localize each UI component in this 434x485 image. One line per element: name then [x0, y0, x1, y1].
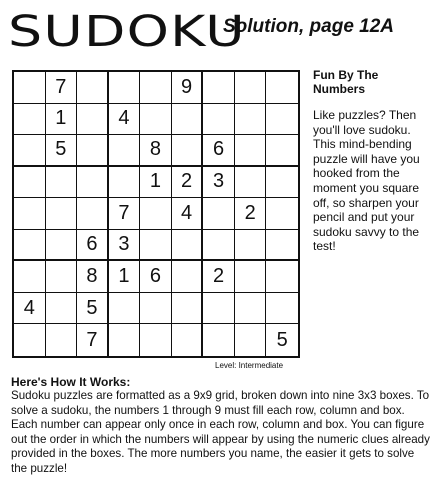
sudoku-cell-r3c3 [77, 135, 109, 167]
sudoku-cell-r2c9 [266, 104, 298, 136]
sudoku-cell-r9c8 [235, 324, 267, 356]
difficulty-level: Level: Intermediate [215, 361, 284, 370]
sudoku-cell-r6c5 [140, 230, 172, 262]
sudoku-cell-r4c4 [109, 167, 141, 199]
sudoku-cell-r2c1 [14, 104, 46, 136]
sudoku-cell-r8c6 [172, 293, 204, 325]
sudoku-cell-r7c2 [46, 261, 78, 293]
sudoku-cell-r4c6: 2 [172, 167, 204, 199]
sudoku-cell-r4c3 [77, 167, 109, 199]
sudoku-cell-r3c2: 5 [46, 135, 78, 167]
sudoku-cell-r5c8: 2 [235, 198, 267, 230]
sudoku-cell-r7c5: 6 [140, 261, 172, 293]
sudoku-cell-r1c1 [14, 72, 46, 104]
sudoku-cell-r7c7: 2 [203, 261, 235, 293]
sudoku-cell-r8c7 [203, 293, 235, 325]
sudoku-cell-r5c6: 4 [172, 198, 204, 230]
sudoku-cell-r7c4: 1 [109, 261, 141, 293]
sudoku-cell-r9c1 [14, 324, 46, 356]
sudoku-cell-r9c7 [203, 324, 235, 356]
sudoku-cell-r2c6 [172, 104, 204, 136]
sudoku-cell-r4c7: 3 [203, 167, 235, 199]
sudoku-cell-r6c3: 6 [77, 230, 109, 262]
sudoku-cell-r1c4 [109, 72, 141, 104]
sudoku-cell-r4c9 [266, 167, 298, 199]
instructions-heading: Here's How It Works: [11, 375, 131, 389]
sudoku-cell-r1c6: 9 [172, 72, 204, 104]
sudoku-cell-r8c8 [235, 293, 267, 325]
sudoku-cell-r4c5: 1 [140, 167, 172, 199]
sudoku-cell-r1c2: 7 [46, 72, 78, 104]
page-title: SUDOKU [8, 7, 246, 57]
sudoku-grid [12, 70, 300, 358]
sudoku-cell-r3c8 [235, 135, 267, 167]
sudoku-cell-r6c4: 3 [109, 230, 141, 262]
sudoku-cell-r6c1 [14, 230, 46, 262]
sudoku-cell-r1c5 [140, 72, 172, 104]
sudoku-cell-r1c9 [266, 72, 298, 104]
sudoku-cell-r2c5 [140, 104, 172, 136]
sudoku-cell-r4c8 [235, 167, 267, 199]
sudoku-cell-r3c1 [14, 135, 46, 167]
sudoku-cell-r6c2 [46, 230, 78, 262]
sudoku-cell-r7c1 [14, 261, 46, 293]
sudoku-cell-r5c4: 7 [109, 198, 141, 230]
sudoku-cell-r2c7 [203, 104, 235, 136]
sudoku-cell-r2c2: 1 [46, 104, 78, 136]
sudoku-cell-r5c2 [46, 198, 78, 230]
sudoku-cell-r8c4 [109, 293, 141, 325]
sudoku-cell-r9c4 [109, 324, 141, 356]
sudoku-cell-r2c3 [77, 104, 109, 136]
sudoku-cell-r8c9 [266, 293, 298, 325]
sudoku-cell-r8c3: 5 [77, 293, 109, 325]
sudoku-cell-r3c7: 6 [203, 135, 235, 167]
sudoku-cell-r4c1 [14, 167, 46, 199]
sudoku-cell-r2c8 [235, 104, 267, 136]
sudoku-cell-r9c9: 5 [276, 328, 288, 351]
sudoku-cell-r5c9 [266, 198, 298, 230]
sudoku-cell-r8c5 [140, 293, 172, 325]
sidebar-heading: Fun By The Numbers [313, 68, 379, 96]
sudoku-cell-r6c9 [266, 230, 298, 262]
sudoku-cell-r5c5 [140, 198, 172, 230]
sudoku-cell-r9c3: 7 [77, 324, 109, 356]
sudoku-cell-r6c6 [172, 230, 204, 262]
sudoku-cell-r9c5 [140, 324, 172, 356]
instructions-body: Sudoku puzzles are formatted as a 9x9 grid, broken down into nine 3x3 boxes. To solve a sudoku, the numbers 1 through 9 must fill each row, column and box. Each number can appear only once in each row, column and box. You can figure out the order in which the numbers will appear by using the numeric clues already provided in the boxes. The more numbers you name, the easier it gets to solve the puzzle! [11, 389, 430, 475]
sudoku-cell-r7c9 [266, 261, 298, 293]
sudoku-cell-r6c7 [203, 230, 235, 262]
sudoku-cell-r1c7 [203, 72, 235, 104]
sudoku-cell-r8c1: 4 [14, 293, 46, 325]
sudoku-cell-r3c6 [172, 135, 204, 167]
sudoku-cell-r8c2 [46, 293, 78, 325]
sudoku-cell-r4c2 [46, 167, 78, 199]
sudoku-cell-r1c3 [77, 72, 109, 104]
sudoku-cell-r2c4: 4 [109, 104, 141, 136]
sudoku-cell-r9c6 [172, 324, 204, 356]
sudoku-cell-r3c9 [266, 135, 298, 167]
sudoku-cell-r9c2 [46, 324, 78, 356]
sudoku-cell-r7c8 [235, 261, 267, 293]
sudoku-cell-r5c1 [14, 198, 46, 230]
sudoku-cell-r3c4 [109, 135, 141, 167]
sudoku-cell-r3c5: 8 [140, 135, 172, 167]
sudoku-cell-r5c7 [203, 198, 235, 230]
sudoku-cell-r7c6 [172, 261, 204, 293]
sudoku-cell-r5c3 [77, 198, 109, 230]
sudoku-cell-r6c8 [235, 230, 267, 262]
sudoku-cell-r1c8 [235, 72, 267, 104]
sudoku-cell-r7c3: 8 [77, 261, 109, 293]
solution-reference: Solution, page 12A [223, 16, 395, 37]
instructions [11, 375, 431, 476]
sidebar [313, 68, 433, 254]
sidebar-body: Like puzzles? Then you'll love sudoku. This mind-bending puzzle will have you hooked from the moment you square off, so sharpen your pencil and put your sudoku savvy to the test! [313, 108, 420, 254]
